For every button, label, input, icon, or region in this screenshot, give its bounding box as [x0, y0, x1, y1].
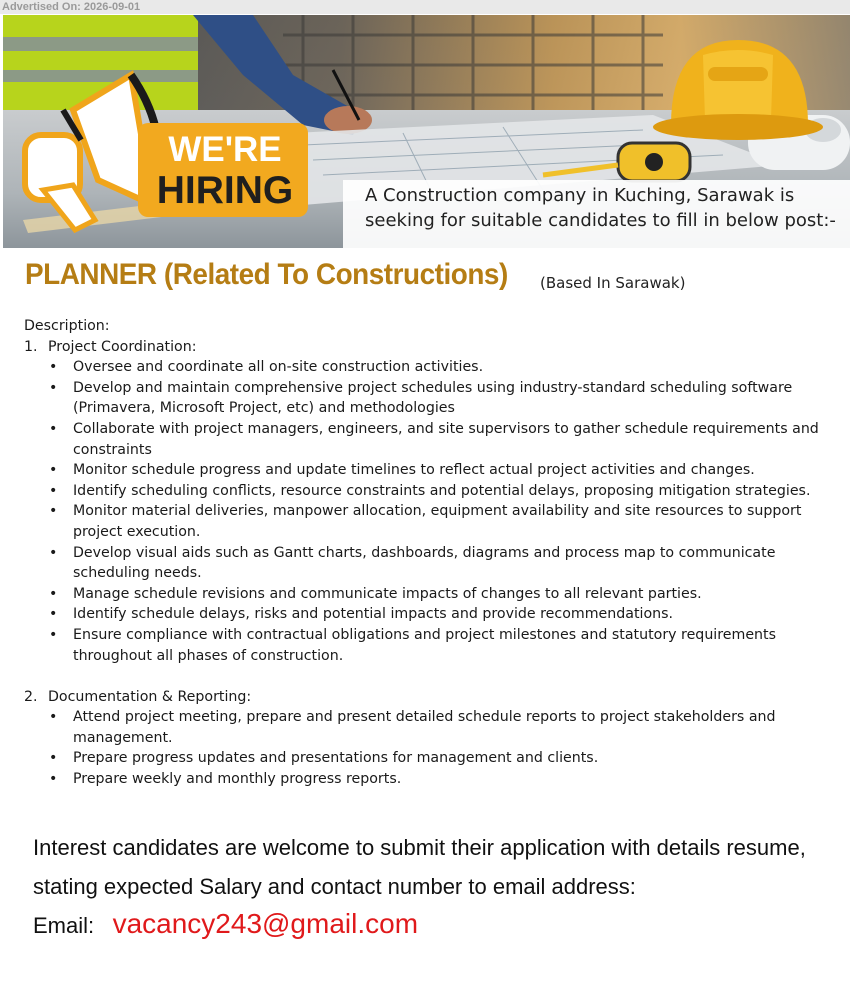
apply-line-2: stating expected Salary and contact number to email address:: [33, 874, 636, 899]
job-title: PLANNER (Related To Constructions): [25, 258, 508, 291]
advertised-date: Advertised On: 2026-09-01: [2, 1, 141, 13]
list-item: • Monitor schedule progress and update timelines to reflect actual project activities and changes.: [73, 460, 839, 481]
job-location: (Based In Sarawak): [540, 274, 686, 292]
list-item: • Identify schedule delays, risks and potential impacts and provide recommendations.: [73, 604, 839, 625]
bullet-list: [24, 707, 839, 789]
section-heading: Project Coordination:: [48, 338, 197, 355]
badge-line2: HIRING: [156, 169, 294, 212]
apply-line-1: Interest candidates are welcome to submit their application with details resume,: [33, 835, 806, 860]
badge-line1: WE'RE: [168, 130, 282, 169]
list-item: • Prepare weekly and monthly progress reports.: [73, 769, 839, 790]
job-description: [24, 316, 839, 790]
hard-hat-icon: [653, 40, 823, 140]
list-item: • Develop visual aids such as Gantt charts, dashboards, diagrams and process map to communicate scheduling needs.: [73, 543, 839, 584]
list-item: • Manage schedule revisions and communicate impacts of changes to all relevant parties.: [73, 584, 839, 605]
list-item: • Oversee and coordinate all on-site construction activities.: [73, 357, 839, 378]
email-address[interactable]: vacancy243@gmail.com: [112, 908, 419, 939]
section-documentation-reporting: [24, 687, 839, 790]
list-item: • Prepare progress updates and presentations for management and clients.: [73, 748, 839, 769]
list-item: • Ensure compliance with contractual obligations and project milestones and statutory requirements throughout all phases of construction.: [73, 625, 839, 666]
apply-instructions: [33, 828, 833, 906]
job-title-row: [25, 258, 544, 292]
list-item: • Monitor material deliveries, manpower allocation, equipment availability and site resources to support project execution.: [73, 501, 839, 542]
email-row: [33, 908, 418, 940]
list-item: • Identify scheduling conflicts, resource constraints and potential delays, proposing mitigation strategies.: [73, 481, 839, 502]
list-item: • Attend project meeting, prepare and present detailed schedule reports to project stakeholders and management.: [73, 707, 839, 748]
section-heading: Documentation & Reporting:: [48, 688, 252, 705]
hiring-banner: [3, 15, 850, 248]
section-number: 1.: [24, 338, 38, 355]
list-item: • Develop and maintain comprehensive project schedules using industry-standard scheduling software (Primavera, Microsoft Project, etc) and methodologies: [73, 378, 839, 419]
section-project-coordination: [24, 337, 839, 667]
section-number: 2.: [24, 688, 38, 705]
intro-line-1: A Construction company in Kuching, Sarawak is: [365, 185, 795, 206]
bullet-list: [24, 357, 839, 666]
email-label: Email:: [33, 913, 95, 938]
list-item: • Collaborate with project managers, engineers, and site supervisors to gather schedule requirements and constraints: [73, 419, 839, 460]
advertised-bar: [0, 0, 850, 14]
description-label: Description:: [24, 318, 110, 334]
intro-card: [343, 180, 850, 248]
intro-line-2: seeking for suitable candidates to fill in below post:-: [365, 210, 836, 231]
